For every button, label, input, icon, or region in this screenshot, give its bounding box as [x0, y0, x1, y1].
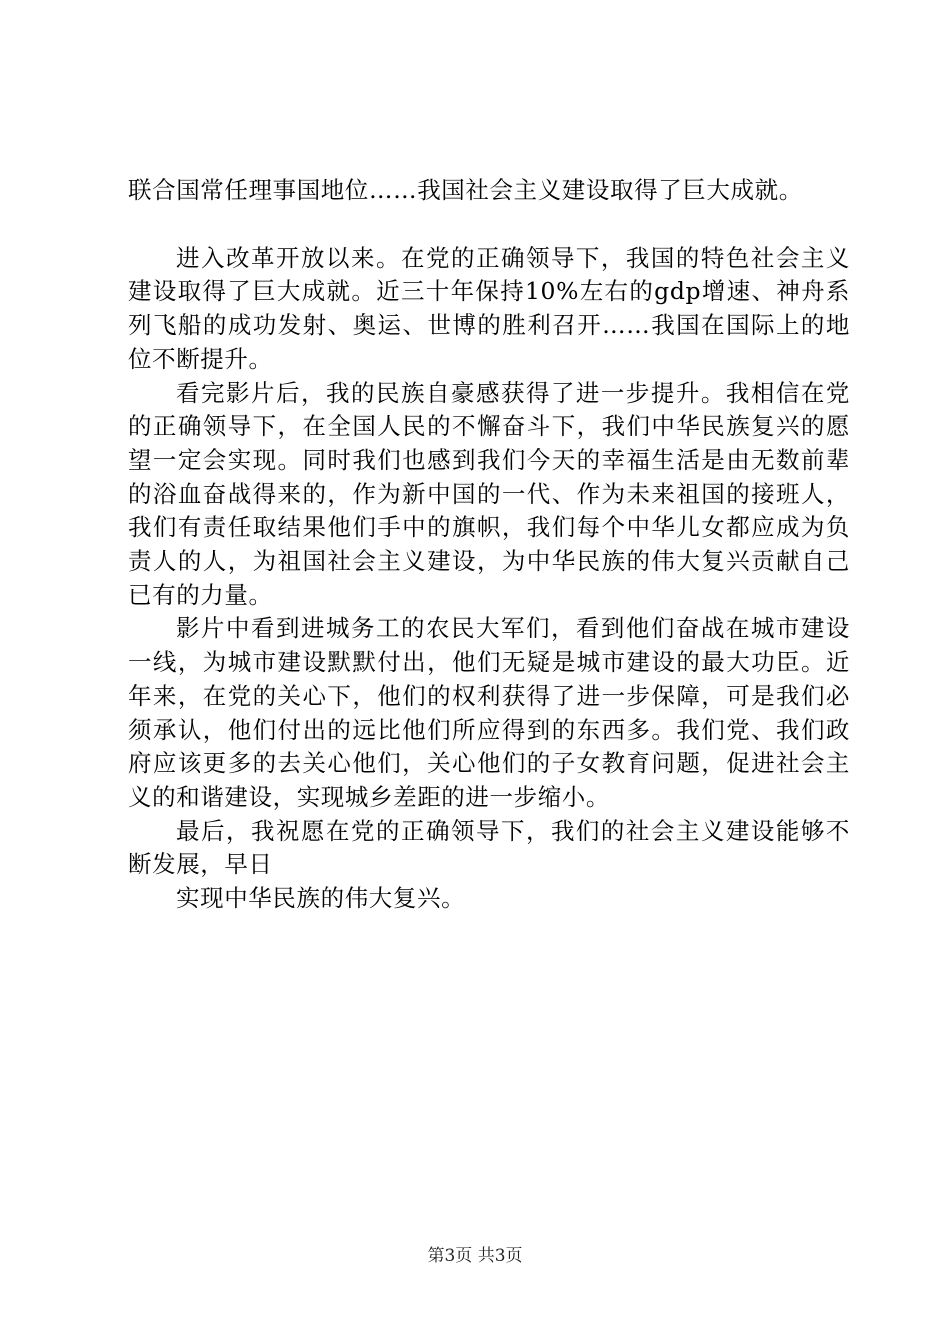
paragraph-migrant-workers: 影片中看到进城务工的农民大军们，看到他们奋战在城市建设一线，为城市建设默默付出，他们无疑是城市建设的最大功臣。近年来，在党的关心下，他们的权利获得了进一步保障，可是我们必须承认，他们付出的远比他们所应得到的东西多。我们党、我们政府应该更多的去关心他们，关心他们的子女教育问题，促进社会主义的和谐建设，实现城乡差距的进一步缩小。 [128, 614, 850, 811]
paragraph-continuation: 联合国常任理事国地位……我国社会主义建设取得了巨大成就。 [128, 176, 803, 204]
paragraph-national-pride: 看完影片后，我的民族自豪感获得了进一步提升。我相信在党的正确领导下，在全国人民的不懈奋斗下，我们中华民族复兴的愿望一定会实现。同时我们也感到我们今天的幸福生活是由无数前辈的浴血奋战得来的，作为新中国的一代、作为未来祖国的接班人，我们有责任取结果他们手中的旗帜，我们每个中华儿女都应成为负责人的人，为祖国社会主义建设，为中华民族的伟大复兴贡献自己已有的力量。 [128, 378, 850, 609]
paragraph-closing-wish: 最后，我祝愿在党的正确领导下，我们的社会主义建设能够不断发展，早日 [128, 816, 850, 879]
paragraph-final-line: 实现中华民族的伟大复兴。 [176, 884, 466, 913]
page-number-footer: 第3页 共3页 [427, 1246, 523, 1266]
document-body [128, 174, 850, 916]
paragraph-reform-era: 进入改革开放以来。在党的正确领导下，我国的特色社会主义建设取得了巨大成就。近三十年保持10%左右的gdp增速、神舟系列飞船的成功发射、奥运、世博的胜利召开……我国在国际上的地位不断提升。 [128, 243, 850, 373]
